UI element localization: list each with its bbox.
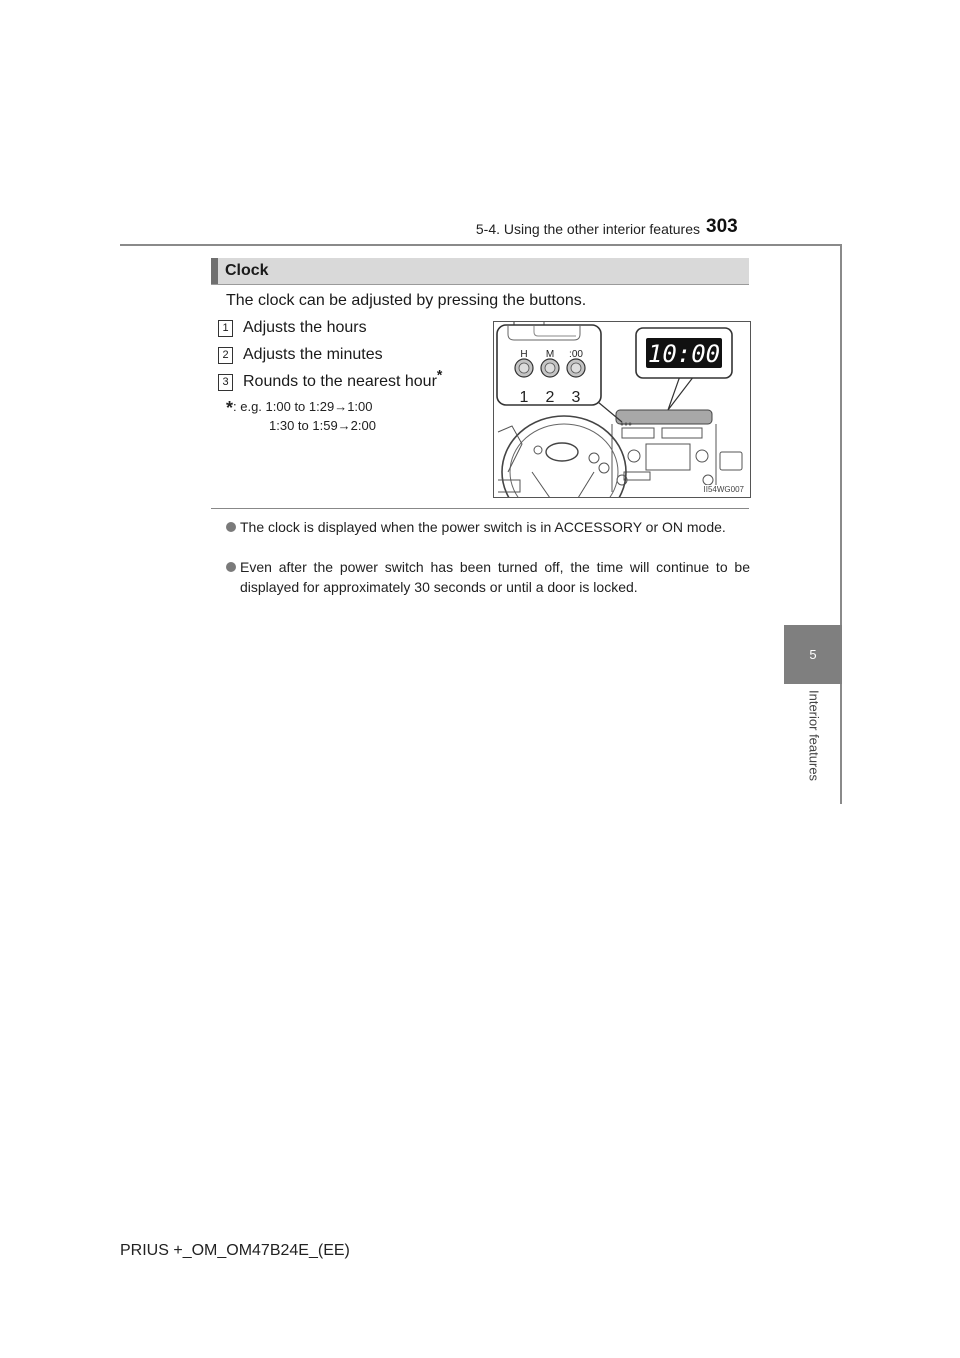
footnote-mark: * bbox=[436, 366, 443, 383]
chapter-number: 5 bbox=[809, 647, 817, 662]
note-item bbox=[226, 557, 750, 597]
item-number-badge: 1 bbox=[218, 320, 233, 337]
dashboard-illustration bbox=[493, 321, 751, 498]
button-number-1: 1 bbox=[519, 389, 529, 406]
side-divider bbox=[840, 244, 842, 804]
button-number-3: 3 bbox=[571, 389, 581, 406]
item-label: Adjusts the hours bbox=[243, 319, 367, 336]
button-label-round: :00 bbox=[569, 349, 583, 360]
note-text: The clock is displayed when the power switch is in ACCESSORY or ON mode. bbox=[240, 519, 726, 535]
chapter-label: Interior features bbox=[806, 690, 822, 782]
section-title: Clock bbox=[225, 262, 269, 279]
intro-text: The clock can be adjusted by pressing the buttons. bbox=[226, 292, 587, 309]
note-text: Even after the power switch has been turned off, the time will continue to be displayed for approximately 30 seconds or until a door is locked. bbox=[240, 559, 750, 595]
item-label bbox=[243, 366, 443, 391]
section-marker bbox=[211, 258, 218, 284]
header-divider bbox=[120, 244, 840, 246]
footnote-star: * bbox=[226, 398, 234, 418]
header-section-title: 5-4. Using the other interior features bbox=[475, 221, 700, 237]
page-number: 303 bbox=[706, 216, 738, 237]
note-item bbox=[226, 517, 750, 537]
block-divider bbox=[211, 508, 749, 509]
chapter-tab bbox=[784, 625, 842, 684]
footnote bbox=[226, 398, 376, 433]
button-number-2: 2 bbox=[545, 389, 555, 406]
section-header-bar bbox=[211, 258, 749, 285]
button-label-m: M bbox=[545, 349, 555, 360]
button-label-h: H bbox=[520, 349, 528, 360]
item-number-badge: 3 bbox=[218, 374, 233, 391]
manual-code: PRIUS +_OM_OM47B24E_(EE) bbox=[120, 1242, 350, 1259]
dashboard-drawing bbox=[494, 322, 750, 497]
footnote-line-2: 1:30 to 1:59→2:00 bbox=[269, 418, 376, 433]
figure-code: II54WG007 bbox=[703, 485, 744, 494]
footnote-line-1: : e.g. 1:00 to 1:29→1:00 bbox=[233, 399, 373, 414]
clock-display-time: 10:00 bbox=[647, 340, 721, 368]
item-number-badge: 2 bbox=[218, 347, 233, 364]
bullet-icon bbox=[226, 522, 236, 532]
item-label: Adjusts the minutes bbox=[243, 346, 383, 363]
bullet-icon bbox=[226, 562, 236, 572]
item-label-text: Rounds to the nearest hour bbox=[243, 373, 437, 390]
